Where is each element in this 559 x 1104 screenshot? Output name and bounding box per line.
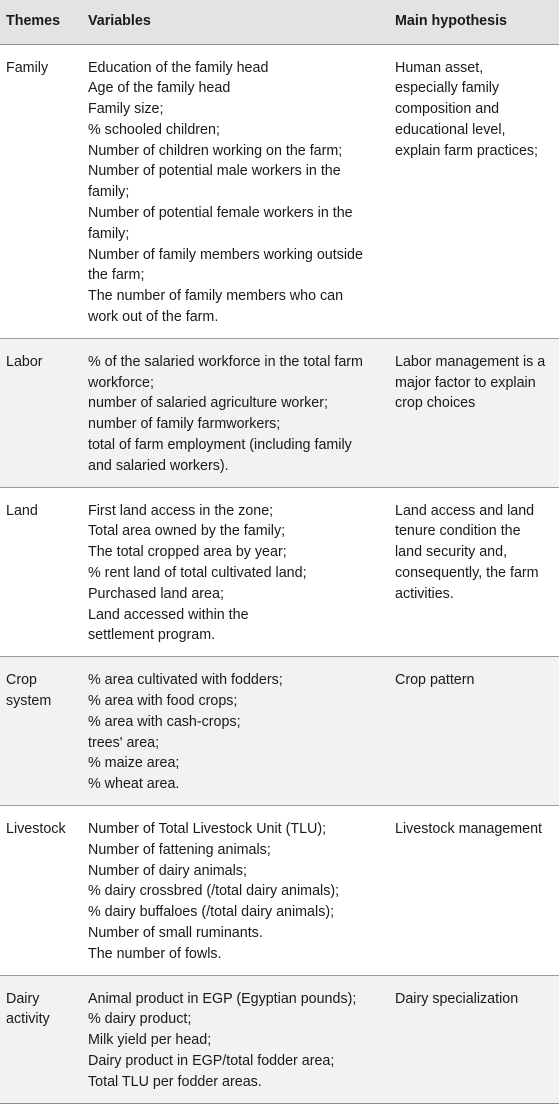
variables-line: the farm; <box>88 267 145 284</box>
variables-line: % area with food crops; <box>88 693 238 710</box>
theme-line: Dairy <box>6 990 40 1007</box>
header-themes: Themes <box>0 0 80 44</box>
variables-line: Animal product in EGP (Egyptian pounds); <box>88 990 357 1007</box>
theme-line: Family <box>6 59 49 76</box>
variables-line: work out of the farm. <box>88 309 219 326</box>
variables-line: Number of fattening animals; <box>88 841 271 858</box>
theme-cell <box>0 338 80 487</box>
variables-line: total of farm employment (including family <box>88 437 352 454</box>
variables-line: The total cropped area by year; <box>88 544 287 561</box>
theme-line: Land <box>6 502 38 519</box>
variables-line: family; <box>88 184 130 201</box>
variables-line: The number of family members who can <box>88 288 344 305</box>
variables-line: Number of Total Livestock Unit (TLU); <box>88 821 327 837</box>
hypothesis-line: land security and, <box>395 544 508 561</box>
variables-line: family; <box>88 225 130 242</box>
table-row <box>0 44 559 338</box>
variables-line: % dairy buffaloes (/total dairy animals); <box>88 904 335 921</box>
variables-line: Family size; <box>88 101 164 118</box>
variables-line: Total TLU per fodder areas. <box>88 1073 262 1090</box>
header-variables: Variables <box>80 0 387 44</box>
theme-cell <box>0 657 80 806</box>
variables-cell <box>80 806 387 976</box>
variables-cell <box>80 657 387 806</box>
variables-line: First land access in the zone; <box>88 502 274 519</box>
table-body <box>0 44 559 1103</box>
variables-line: Milk yield per head; <box>88 1032 212 1049</box>
theme-line: Livestock <box>6 821 66 837</box>
theme-line: activity <box>6 1011 50 1028</box>
table-header <box>0 0 559 44</box>
variables-line: trees' area; <box>88 734 160 751</box>
table-row <box>0 338 559 487</box>
theme-cell <box>0 975 80 1103</box>
hypothesis-line: Crop pattern <box>395 672 475 689</box>
hypothesis-line: composition and <box>395 101 500 118</box>
hypothesis-line: tenure condition the <box>395 523 521 540</box>
header-main-hypothesis: Main hypothesis <box>387 0 559 44</box>
hypothesis-cell <box>387 657 559 806</box>
variables-line: number of salaried agriculture worker; <box>88 395 328 412</box>
variables-line: % area with cash-crops; <box>88 713 241 730</box>
hypothesis-cell <box>387 487 559 657</box>
variables-cell <box>80 487 387 657</box>
variables-line: % of the salaried workforce in the total farm <box>88 353 363 370</box>
variables-line: Number of small ruminants. <box>88 924 263 941</box>
variables-line: % maize area; <box>88 755 180 772</box>
hypothesis-line: consequently, the farm <box>395 565 539 582</box>
variables-line: Land accessed within the <box>88 606 249 623</box>
hypothesis-cell <box>387 806 559 976</box>
hypothesis-line: especially family <box>395 80 500 97</box>
variables-line: Number of potential male workers in the <box>88 163 341 180</box>
variables-cell <box>80 338 387 487</box>
theme-line: Crop <box>6 672 37 689</box>
theme-line: system <box>6 693 52 710</box>
hypothesis-line: Land access and land <box>395 502 535 519</box>
variables-line: Number of dairy animals; <box>88 862 247 879</box>
hypothesis-cell <box>387 44 559 338</box>
hypothesis-line: Livestock management <box>395 821 543 837</box>
theme-cell <box>0 487 80 657</box>
variables-cell <box>80 44 387 338</box>
table-row <box>0 975 559 1103</box>
variables-line: % wheat area. <box>88 776 180 793</box>
variables-cell <box>80 975 387 1103</box>
hypothesis-line: Human asset, <box>395 59 484 76</box>
variables-line: settlement program. <box>88 627 216 644</box>
variables-line: % schooled children; <box>88 121 220 138</box>
variables-line: Total area owned by the family; <box>88 523 286 540</box>
variables-line: number of family farmworkers; <box>88 416 281 433</box>
variables-line: The number of fowls. <box>88 945 222 962</box>
hypothesis-line: Labor management is a <box>395 353 546 370</box>
table-row <box>0 657 559 806</box>
hypothesis-line: explain farm practices; <box>395 142 539 159</box>
variables-line: Education of the family head <box>88 59 269 76</box>
variables-line: Number of potential female workers in the <box>88 205 353 222</box>
variables-line: Number of children working on the farm; <box>88 142 343 159</box>
variables-line: Age of the family head <box>88 80 231 97</box>
variables-line: workforce; <box>88 374 154 391</box>
theme-cell <box>0 44 80 338</box>
variables-line: % area cultivated with fodders; <box>88 672 283 689</box>
hypothesis-cell <box>387 338 559 487</box>
table-row <box>0 806 559 976</box>
hypothesis-line: Dairy specialization <box>395 990 519 1007</box>
variables-line: % rent land of total cultivated land; <box>88 565 307 582</box>
hypothesis-line: major factor to explain <box>395 374 536 391</box>
hypothesis-cell <box>387 975 559 1103</box>
variables-line: % dairy crossbred (/total dairy animals); <box>88 883 340 900</box>
table-row <box>0 487 559 657</box>
hypothesis-line: activities. <box>395 585 454 602</box>
variables-line: and salaried workers). <box>88 457 229 474</box>
variables-line: % dairy product; <box>88 1011 192 1028</box>
hypothesis-line: educational level, <box>395 121 506 138</box>
hypothesis-line: crop choices <box>395 395 476 412</box>
theme-cell <box>0 806 80 976</box>
variables-line: Dairy product in EGP/total fodder area; <box>88 1052 335 1069</box>
variables-line: Purchased land area; <box>88 585 224 602</box>
header-row <box>0 0 559 44</box>
variables-line: Number of family members working outside <box>88 246 363 263</box>
theme-line: Labor <box>6 353 43 370</box>
